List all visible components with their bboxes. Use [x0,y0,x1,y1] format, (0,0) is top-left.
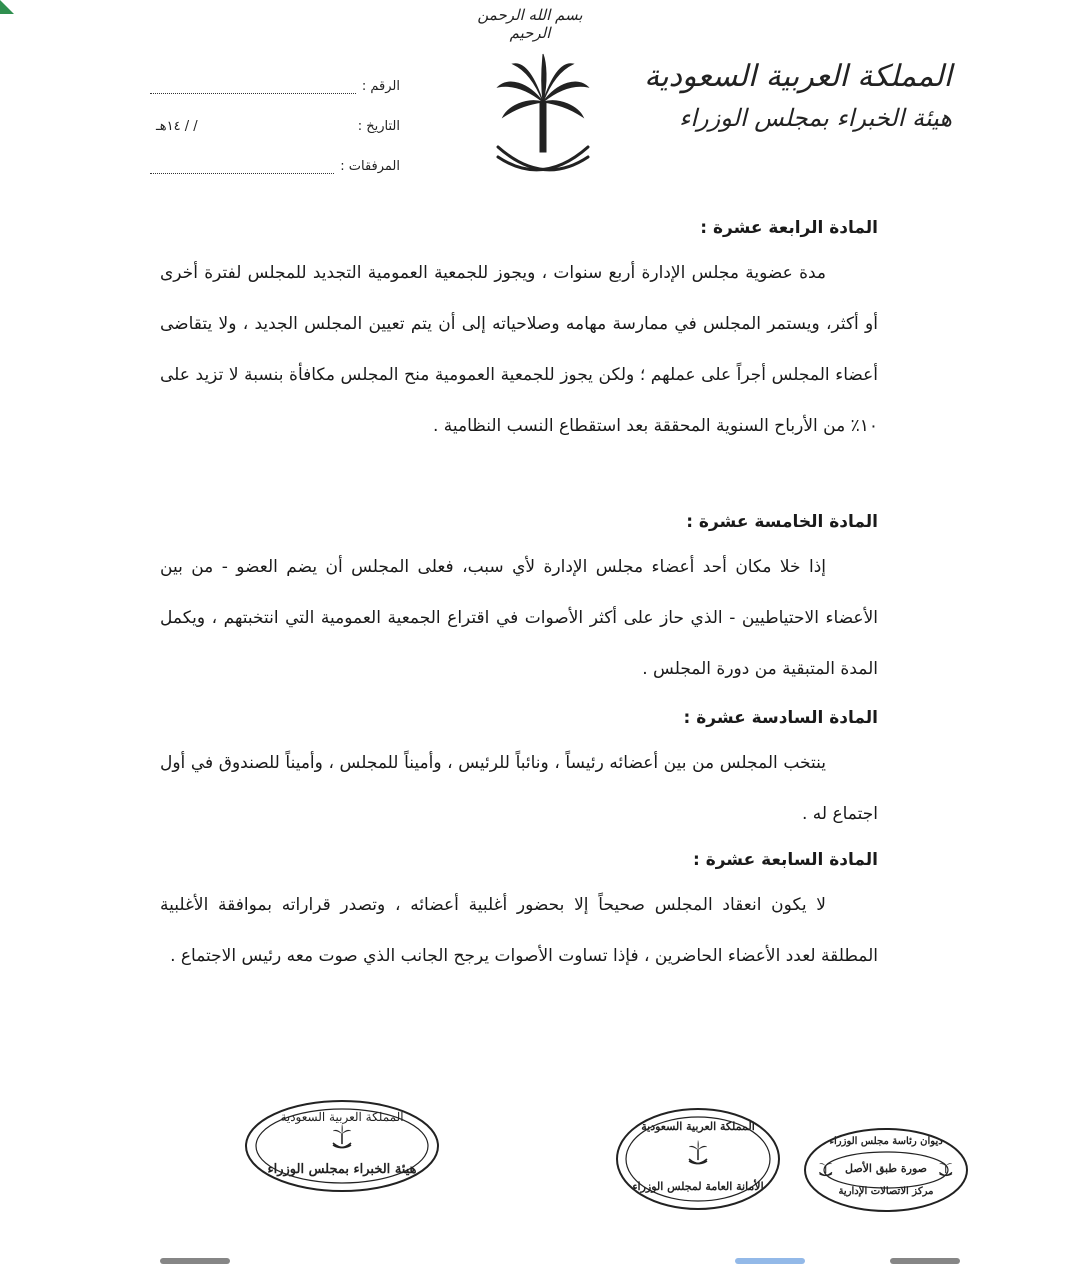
footer-fragment [735,1258,805,1264]
ref-field [150,81,356,94]
attachments-row [150,134,400,174]
ref-row [150,54,400,94]
ref-label: الرقم : [361,79,400,94]
article-title: المادة الخامسة عشرة : [686,512,878,532]
document-meta [150,54,400,174]
org-name-line2: هيئة الخبراء بمجلس الوزراء [679,104,952,132]
article-text: مدة عضوية مجلس الإدارة أربع سنوات ، ويجوز للجمعية العمومية التجديد للمجلس لفترة أخرى أو أكثر، ويستمر المجلس في ممارسة مهامه وصلاحياته إلى أن يتم تعيين المجلس الجديد ، ولا يتقاضى أعضاء المجلس أجراً على عملهم ؛ ولكن يجوز للجمعية العمومية منح المجلس مكافأة بنسبة لا تزيد على ١٠٪ من الأرباح السنوية المحققة بعد استقطاع النسب النظامية . [160,263,878,436]
date-row [150,94,400,134]
stamp-left-bottom: هيئة الخبراء بمجلس الوزراء [267,1162,417,1177]
footer-fragment [890,1258,960,1264]
organization-header [632,58,952,136]
stamp-experts-commission [243,1098,441,1194]
article-text: إذا خلا مكان أحد أعضاء مجلس الإدارة لأي سبب، فعلى المجلس أن يضم العضو - من بين الأعضاء الاحتياطيين - الذي حاز على أكثر الأصوات في اقتراع الجمعية العمومية التي انتخبتهم ، ويكمل المدة المتبقية من دورة المجلس . [160,557,878,679]
stamp-cabinet-secretariat [614,1106,782,1212]
date-value: / / ١٤هـ [156,119,198,134]
date-label: التاريخ : [357,119,400,134]
corner-mark [0,0,14,14]
article-text: لا يكون انعقاد المجلس صحيحاً إلا بحضور أغلبية أعضائه ، وتصدر قراراته بموافقة الأغلبية المطلقة لعدد الأعضاء الحاضرين ، فإذا تساوت الأصوات يرجح الجانب الذي صوت معه رئيس الاجتماع . [160,895,878,966]
stamp-right-top: ديوان رئاسة مجلس الوزراء [829,1136,943,1147]
article-text: ينتخب المجلس من بين أعضائه رئيساً ، ونائباً للرئيس ، وأميناً للمجلس ، وأميناً للصندوق في أول اجتماع له . [160,753,878,824]
palm-and-swords-icon [488,52,598,182]
stamp-right-bottom: مركز الاتصالات الإدارية [838,1186,934,1197]
article-title: المادة السادسة عشرة : [683,708,878,728]
stamp-middle-top: المملكة العربية السعودية [641,1120,755,1133]
article-title: المادة الرابعة عشرة : [700,218,878,238]
stamp-true-copy [802,1126,970,1214]
stamp-middle-bottom: الأمانة العامة لمجلس الوزراء [632,1180,764,1193]
basmala: بسم الله الرحمن الرحيم [477,6,583,42]
article-title: المادة السابعة عشرة : [692,850,878,870]
attachments-label: المرفقات : [340,159,400,174]
footer-fragment [160,1258,230,1264]
attachments-field [150,161,334,174]
stamp-left-top: المملكة العربية السعودية [280,1110,404,1124]
document-body [160,210,878,982]
org-name-line1: المملكة العربية السعودية [644,59,952,94]
stamp-right-center: صورة طبق الأصل [844,1162,927,1175]
